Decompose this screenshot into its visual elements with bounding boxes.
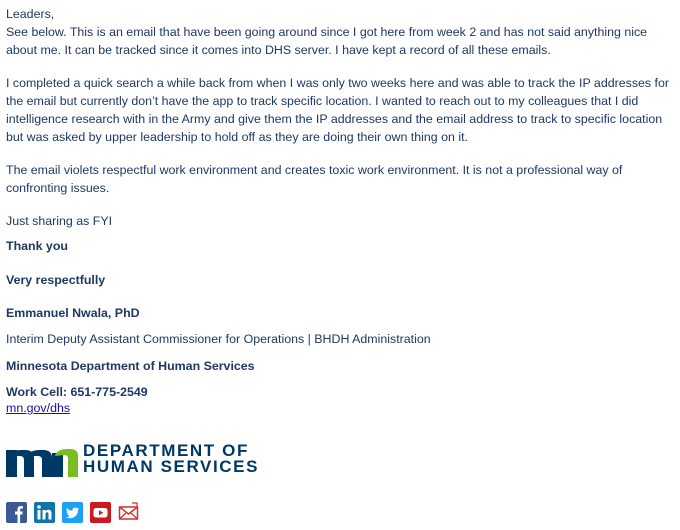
signoff-thanks: Thank you — [6, 239, 68, 253]
email-icon[interactable] — [118, 502, 139, 523]
department-link[interactable]: mn.gov/dhs — [6, 401, 71, 415]
greeting: Leaders, — [6, 7, 55, 21]
facebook-icon[interactable] — [6, 502, 27, 523]
signature-department: Minnesota Department of Human Services — [6, 359, 255, 373]
paragraph: I completed a quick search a while back from when I was only two weeks here and was able to track the IP addresses for the email but currently don’t have the app to track specific location. I wanted to reach out to my colleagues that I did intelligence research with in the Army and give them the IP addresses and the email address to track to specific location but was asked by upper leadership to hold off as they are doing their own thing on it. — [6, 76, 670, 144]
paragraph: See below. This is an email that have been going around since I got here from week 2 and has not said anything nice about me. It can be tracked since it comes into DHS server. I have kept a record of all these emails. — [6, 25, 648, 57]
paragraph: The email violets respectful work environment and creates toxic work environment. It is not a professional way of confronting issues. — [6, 163, 623, 195]
department-logo-text: DEPARTMENT OF HUMAN SERVICES — [83, 441, 260, 476]
email-body — [6, 5, 674, 230]
youtube-icon[interactable] — [90, 502, 111, 523]
linkedin-icon[interactable] — [34, 502, 55, 523]
twitter-icon[interactable] — [62, 502, 83, 523]
signoff-closing: Very respectfully — [6, 273, 106, 287]
social-links — [6, 502, 139, 523]
paragraph: Just sharing as FYI — [6, 214, 113, 228]
signature-name: Emmanuel Nwala, PhD — [6, 306, 140, 320]
signature-title: Interim Deputy Assistant Commissioner for Operations | BHDH Administration — [6, 332, 431, 346]
signature-phone: Work Cell: 651-775-2549 — [6, 385, 148, 399]
